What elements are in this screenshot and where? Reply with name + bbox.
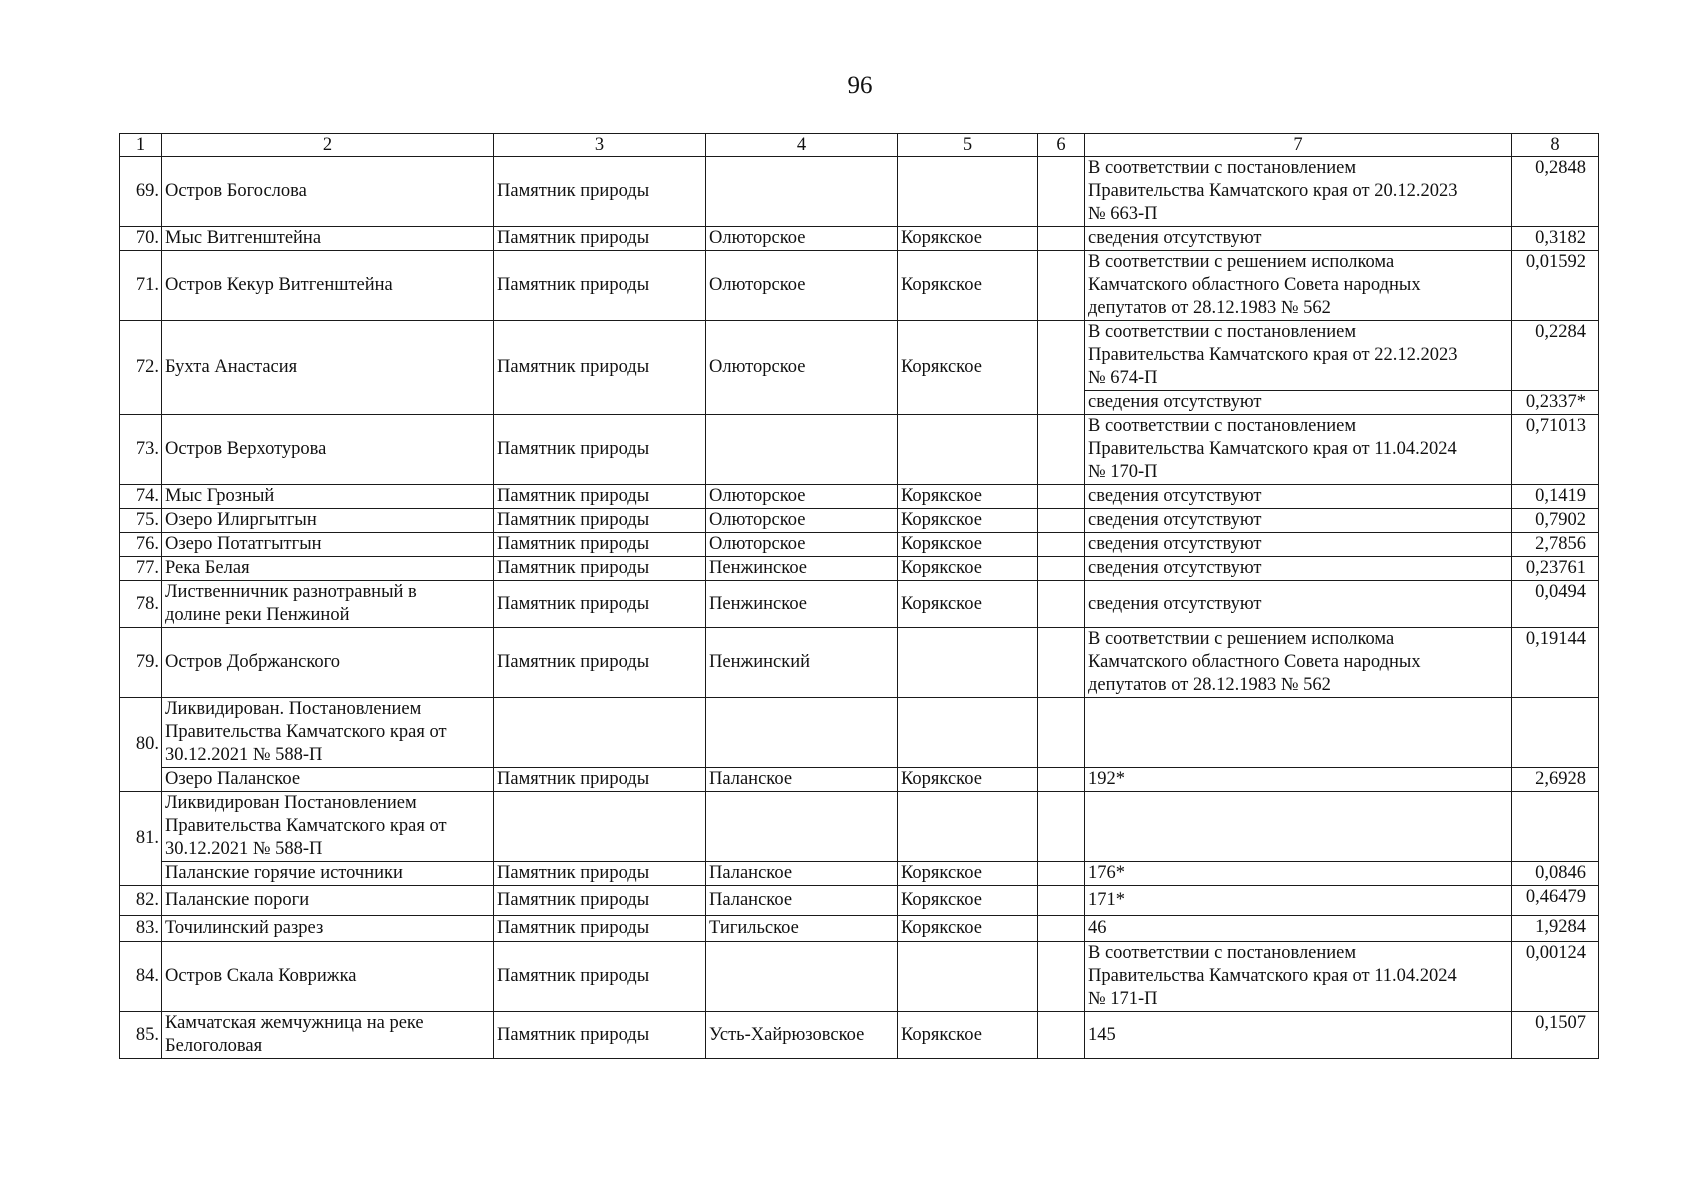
settlement: Корякское	[898, 533, 1038, 557]
basis-document: В соответствии с решением исполкома Камчатского областного Совета народных депутатов от 28.12.1983 № 562	[1085, 251, 1512, 321]
object-name: Ликвидирован. Постановлением Правительства Камчатского края от 30.12.2021 № 588-П	[162, 698, 494, 768]
district	[706, 792, 898, 862]
object-name: Озеро Илиргытгын	[162, 509, 494, 533]
col6-cell	[1038, 509, 1085, 533]
area-value: 0,2337*	[1512, 391, 1599, 415]
basis-document: В соответствии с постановлением Правительства Камчатского края от 11.04.2024 № 171-П	[1085, 942, 1512, 1012]
table-row	[120, 509, 1599, 533]
object-category: Памятник природы	[494, 628, 706, 698]
table-row	[120, 533, 1599, 557]
settlement: Корякское	[898, 321, 1038, 415]
district: Паланское	[706, 768, 898, 792]
object-name: Река Белая	[162, 557, 494, 581]
object-name: Паланские пороги	[162, 886, 494, 916]
row-number: 70.	[120, 227, 162, 251]
basis-document: сведения отсутствуют	[1085, 557, 1512, 581]
column-header: 5	[898, 134, 1038, 157]
row-number: 74.	[120, 485, 162, 509]
district: Олюторское	[706, 533, 898, 557]
col6-cell	[1038, 862, 1085, 886]
col6-cell	[1038, 533, 1085, 557]
table-row	[120, 557, 1599, 581]
district: Олюторское	[706, 251, 898, 321]
area-value: 0,2848	[1512, 157, 1599, 227]
settlement	[898, 157, 1038, 227]
basis-document: 192*	[1085, 768, 1512, 792]
area-value: 2,6928	[1512, 768, 1599, 792]
area-value: 0,71013	[1512, 415, 1599, 485]
row-number: 79.	[120, 628, 162, 698]
row-number: 82.	[120, 886, 162, 916]
table-row	[120, 886, 1599, 916]
object-category: Памятник природы	[494, 1012, 706, 1059]
object-category: Памятник природы	[494, 916, 706, 942]
area-value: 0,23761	[1512, 557, 1599, 581]
row-number: 78.	[120, 581, 162, 628]
row-number: 73.	[120, 415, 162, 485]
col6-cell	[1038, 698, 1085, 768]
area-value: 0,01592	[1512, 251, 1599, 321]
column-number-header-row	[120, 134, 1599, 157]
row-number: 72.	[120, 321, 162, 415]
row-number: 76.	[120, 533, 162, 557]
column-header: 7	[1085, 134, 1512, 157]
settlement	[898, 942, 1038, 1012]
district	[706, 415, 898, 485]
basis-document: сведения отсутствуют	[1085, 391, 1512, 415]
col6-cell	[1038, 1012, 1085, 1059]
row-number: 85.	[120, 1012, 162, 1059]
object-category: Памятник природы	[494, 862, 706, 886]
col6-cell	[1038, 557, 1085, 581]
table-row	[120, 942, 1599, 1012]
area-value: 0,3182	[1512, 227, 1599, 251]
settlement: Корякское	[898, 251, 1038, 321]
object-name: Лиственничник разнотравный в долине реки Пенжиной	[162, 581, 494, 628]
area-value	[1512, 698, 1599, 768]
table-row	[120, 916, 1599, 942]
district: Паланское	[706, 886, 898, 916]
object-category: Памятник природы	[494, 509, 706, 533]
object-category: Памятник природы	[494, 227, 706, 251]
col6-cell	[1038, 628, 1085, 698]
basis-document: В соответствии с постановлением Правительства Камчатского края от 20.12.2023 № 663-П	[1085, 157, 1512, 227]
basis-document: сведения отсутствуют	[1085, 533, 1512, 557]
settlement: Корякское	[898, 768, 1038, 792]
area-value: 2,7856	[1512, 533, 1599, 557]
object-category: Памятник природы	[494, 533, 706, 557]
basis-document: 171*	[1085, 886, 1512, 916]
table-subrow	[120, 862, 1599, 886]
row-number: 71.	[120, 251, 162, 321]
district: Олюторское	[706, 485, 898, 509]
col6-cell	[1038, 916, 1085, 942]
district: Олюторское	[706, 509, 898, 533]
area-value: 0,00124	[1512, 942, 1599, 1012]
district: Усть-Хайрюзовское	[706, 1012, 898, 1059]
object-category: Памятник природы	[494, 557, 706, 581]
settlement: Корякское	[898, 485, 1038, 509]
basis-document: В соответствии с постановлением Правительства Камчатского края от 11.04.2024 № 170-П	[1085, 415, 1512, 485]
col6-cell	[1038, 157, 1085, 227]
col6-cell	[1038, 485, 1085, 509]
district: Пенжинский	[706, 628, 898, 698]
table-row	[120, 485, 1599, 509]
object-category	[494, 792, 706, 862]
basis-document: В соответствии с решением исполкома Камчатского областного Совета народных депутатов от 28.12.1983 № 562	[1085, 628, 1512, 698]
object-name: Остров Богослова	[162, 157, 494, 227]
object-category	[494, 698, 706, 768]
column-header: 4	[706, 134, 898, 157]
settlement: Корякское	[898, 1012, 1038, 1059]
basis-document: 46	[1085, 916, 1512, 942]
table-row	[120, 792, 1599, 862]
row-number: 75.	[120, 509, 162, 533]
object-category: Памятник природы	[494, 942, 706, 1012]
settlement	[898, 415, 1038, 485]
col6-cell	[1038, 251, 1085, 321]
object-name: Остров Скала Коврижка	[162, 942, 494, 1012]
area-value	[1512, 792, 1599, 862]
table-row	[120, 698, 1599, 768]
object-name: Точилинский разрез	[162, 916, 494, 942]
area-value: 0,2284	[1512, 321, 1599, 391]
settlement: Корякское	[898, 227, 1038, 251]
row-number: 80.	[120, 698, 162, 792]
object-category: Памятник природы	[494, 485, 706, 509]
col6-cell	[1038, 886, 1085, 916]
area-value: 0,1507	[1512, 1012, 1599, 1059]
row-number: 83.	[120, 916, 162, 942]
basis-document: 176*	[1085, 862, 1512, 886]
object-name: Остров Кекур Витгенштейна	[162, 251, 494, 321]
column-header: 6	[1038, 134, 1085, 157]
table-row	[120, 581, 1599, 628]
table-row	[120, 415, 1599, 485]
settlement: Корякское	[898, 557, 1038, 581]
table-row	[120, 321, 1599, 391]
table-subrow	[120, 768, 1599, 792]
object-name: Мыс Грозный	[162, 485, 494, 509]
district: Тигильское	[706, 916, 898, 942]
settlement: Корякское	[898, 509, 1038, 533]
column-header: 8	[1512, 134, 1599, 157]
district	[706, 942, 898, 1012]
district: Пенжинское	[706, 581, 898, 628]
object-name: Озеро Паланское	[162, 768, 494, 792]
object-category: Памятник природы	[494, 415, 706, 485]
col6-cell	[1038, 581, 1085, 628]
basis-document: сведения отсутствуют	[1085, 581, 1512, 628]
basis-document: сведения отсутствуют	[1085, 227, 1512, 251]
column-header: 3	[494, 134, 706, 157]
settlement	[898, 628, 1038, 698]
basis-document: сведения отсутствуют	[1085, 485, 1512, 509]
settlement	[898, 792, 1038, 862]
col6-cell	[1038, 227, 1085, 251]
area-value: 0,19144	[1512, 628, 1599, 698]
area-value: 1,9284	[1512, 916, 1599, 942]
page-number: 96	[847, 72, 873, 99]
row-number: 77.	[120, 557, 162, 581]
object-name: Остров Добржанского	[162, 628, 494, 698]
settlement: Корякское	[898, 916, 1038, 942]
basis-document	[1085, 792, 1512, 862]
area-value: 0,1419	[1512, 485, 1599, 509]
settlement	[898, 698, 1038, 768]
column-header: 1	[120, 134, 162, 157]
row-number: 69.	[120, 157, 162, 227]
table-row	[120, 227, 1599, 251]
basis-document: сведения отсутствуют	[1085, 509, 1512, 533]
object-name: Бухта Анастасия	[162, 321, 494, 415]
basis-document: В соответствии с постановлением Правительства Камчатского края от 22.12.2023 № 674-П	[1085, 321, 1512, 391]
col6-cell	[1038, 415, 1085, 485]
basis-document: 145	[1085, 1012, 1512, 1059]
settlement: Корякское	[898, 581, 1038, 628]
object-name: Мыс Витгенштейна	[162, 227, 494, 251]
row-number: 84.	[120, 942, 162, 1012]
table-row	[120, 628, 1599, 698]
table-row	[120, 157, 1599, 227]
settlement: Корякское	[898, 886, 1038, 916]
col6-cell	[1038, 768, 1085, 792]
area-value: 0,7902	[1512, 509, 1599, 533]
protected-areas-table	[119, 133, 1599, 1059]
district: Олюторское	[706, 227, 898, 251]
object-name: Паланские горячие источники	[162, 862, 494, 886]
row-number: 81.	[120, 792, 162, 886]
settlement: Корякское	[898, 862, 1038, 886]
area-value: 0,0494	[1512, 581, 1599, 628]
object-name: Ликвидирован Постановлением Правительства Камчатского края от 30.12.2021 № 588-П	[162, 792, 494, 862]
object-name: Остров Верхотурова	[162, 415, 494, 485]
object-category: Памятник природы	[494, 768, 706, 792]
table-row	[120, 251, 1599, 321]
object-category: Памятник природы	[494, 251, 706, 321]
district: Олюторское	[706, 321, 898, 415]
column-header: 2	[162, 134, 494, 157]
object-name: Озеро Потатгытгын	[162, 533, 494, 557]
district: Пенжинское	[706, 557, 898, 581]
object-name: Камчатская жемчужница на реке Белоголовая	[162, 1012, 494, 1059]
area-value: 0,46479	[1512, 886, 1599, 916]
col6-cell	[1038, 321, 1085, 415]
object-category: Памятник природы	[494, 321, 706, 415]
table-row	[120, 1012, 1599, 1059]
col6-cell	[1038, 792, 1085, 862]
col6-cell	[1038, 942, 1085, 1012]
basis-document	[1085, 698, 1512, 768]
object-category: Памятник природы	[494, 886, 706, 916]
district	[706, 157, 898, 227]
area-value: 0,0846	[1512, 862, 1599, 886]
object-category: Памятник природы	[494, 581, 706, 628]
object-category: Памятник природы	[494, 157, 706, 227]
district: Паланское	[706, 862, 898, 886]
district	[706, 698, 898, 768]
